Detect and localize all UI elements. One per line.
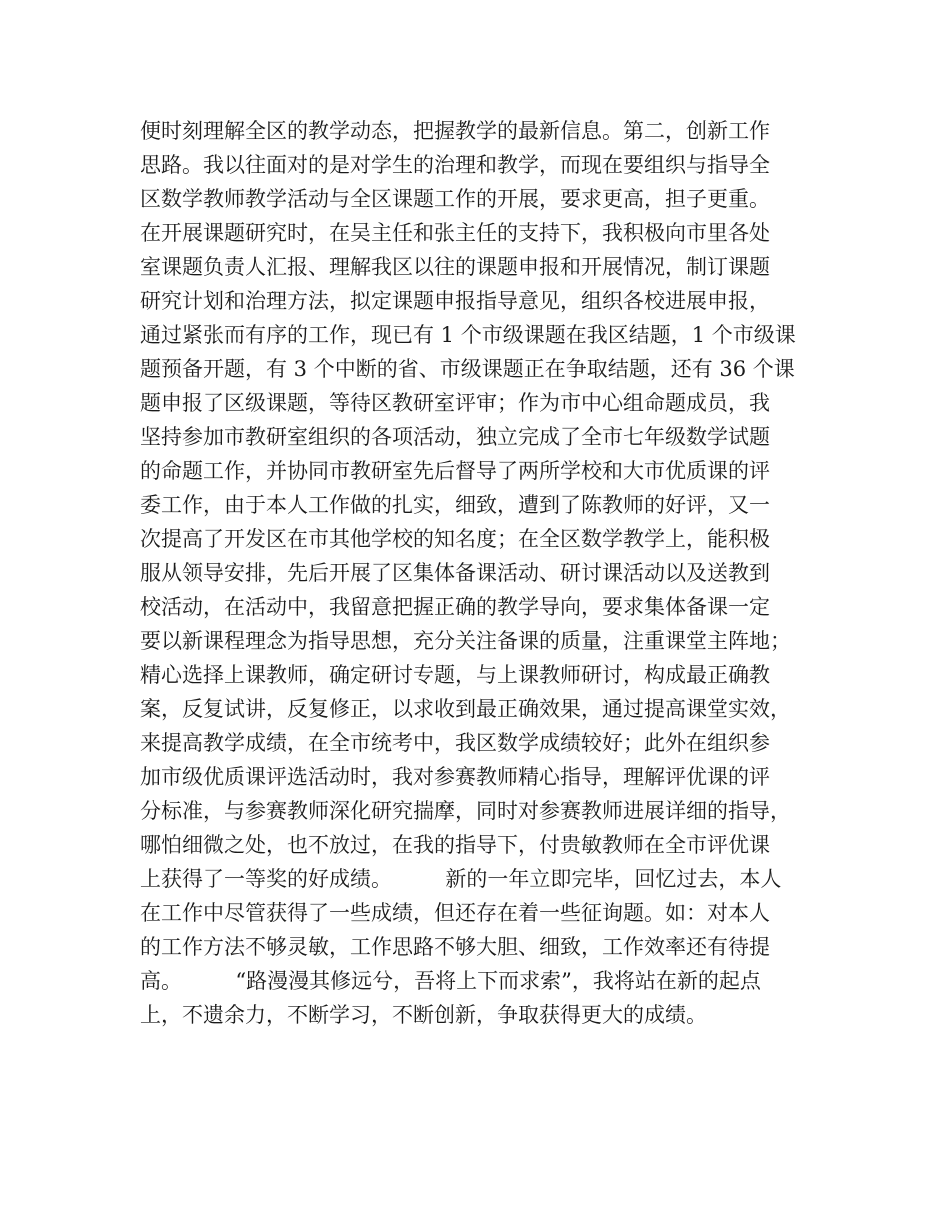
text-line: 校活动，在活动中，我留意把握正确的教学导向，要求集体备课一定 (140, 595, 770, 619)
text-line: 加市级优质课评选活动时，我对参赛教师精心指导，理解评优课的评 (140, 765, 770, 789)
text-line: 案，反复试讲，反复修正，以求收到最正确效果，通过提高课堂实效， (140, 697, 791, 721)
text-line: 思路。我以往面对的是对学生的治理和教学，而现在要组织与指导全 (140, 153, 770, 177)
text-line: 室课题负责人汇报、理解我区以往的课题申报和开展情况，制订课题 (140, 255, 770, 279)
text-line: 精心选择上课教师，确定研讨专题，与上课教师研讨，构成最正确教 (140, 663, 770, 687)
text-line: 委工作，由于本人工作做的扎实，细致，遭到了陈教师的好评，又一 (140, 493, 770, 517)
text-line: 题申报了区级课题，等待区教研室评审；作为市中心组命题成员，我 (140, 391, 770, 415)
text-line: 便时刻理解全区的教学动态，把握教学的最新信息。第二，创新工作 (140, 119, 770, 143)
text-line: 哪怕细微之处，也不放过，在我的指导下，付贵敏教师在全市评优课 (140, 833, 770, 857)
text-line: 服从领导安排，先后开展了区集体备课活动、研讨课活动以及送教到 (140, 561, 770, 585)
text-line: 上获得了一等奖的好成绩。 新的一年立即完毕，回忆过去，本人 (140, 867, 782, 891)
text-line: 研究计划和治理方法，拟定课题申报指导意见，组织各校进展申报， (140, 289, 770, 313)
text-line: 次提高了开发区在市其他学校的知名度；在全区数学教学上，能积极 (140, 527, 770, 551)
text-line: 分标准，与参赛教师深化研究揣摩，同时对参赛教师进展详细的指导， (140, 799, 791, 823)
text-line: 通过紧张而有序的工作，现已有 1 个市级课题在我区结题，1 个市级课 (140, 323, 796, 347)
text-line: 在工作中尽管获得了一些成绩，但还存在着一些征询题。如：对本人 (140, 901, 770, 925)
text-line: 题预备开题，有 3 个中断的省、市级课题正在争取结题，还有 36 个课 (140, 357, 795, 381)
body-text (140, 114, 840, 1032)
text-line: 来提高教学成绩，在全市统考中，我区数学成绩较好；此外在组织参 (140, 731, 770, 755)
text-line: 在开展课题研究时，在吴主任和张主任的支持下，我积极向市里各处 (140, 221, 770, 245)
text-line: 上，不遗余力，不断学习，不断创新，争取获得更大的成绩。 (140, 1003, 707, 1027)
text-line: 的命题工作，并协同市教研室先后督导了两所学校和大市优质课的评 (140, 459, 770, 483)
text-line: 要以新课程理念为指导思想，充分关注备课的质量，注重课堂主阵地； (140, 629, 791, 653)
text-line: 的工作方法不够灵敏，工作思路不够大胆、细致，工作效率还有待提 (140, 935, 770, 959)
text-line: 坚持参加市教研室组织的各项活动，独立完成了全市七年级数学试题 (140, 425, 770, 449)
text-line: 高。 “路漫漫其修远兮，吾将上下而求索”，我将站在新的起点 (140, 969, 761, 993)
text-line: 区数学教师教学活动与全区课题工作的开展，要求更高，担子更重。 (140, 187, 770, 211)
